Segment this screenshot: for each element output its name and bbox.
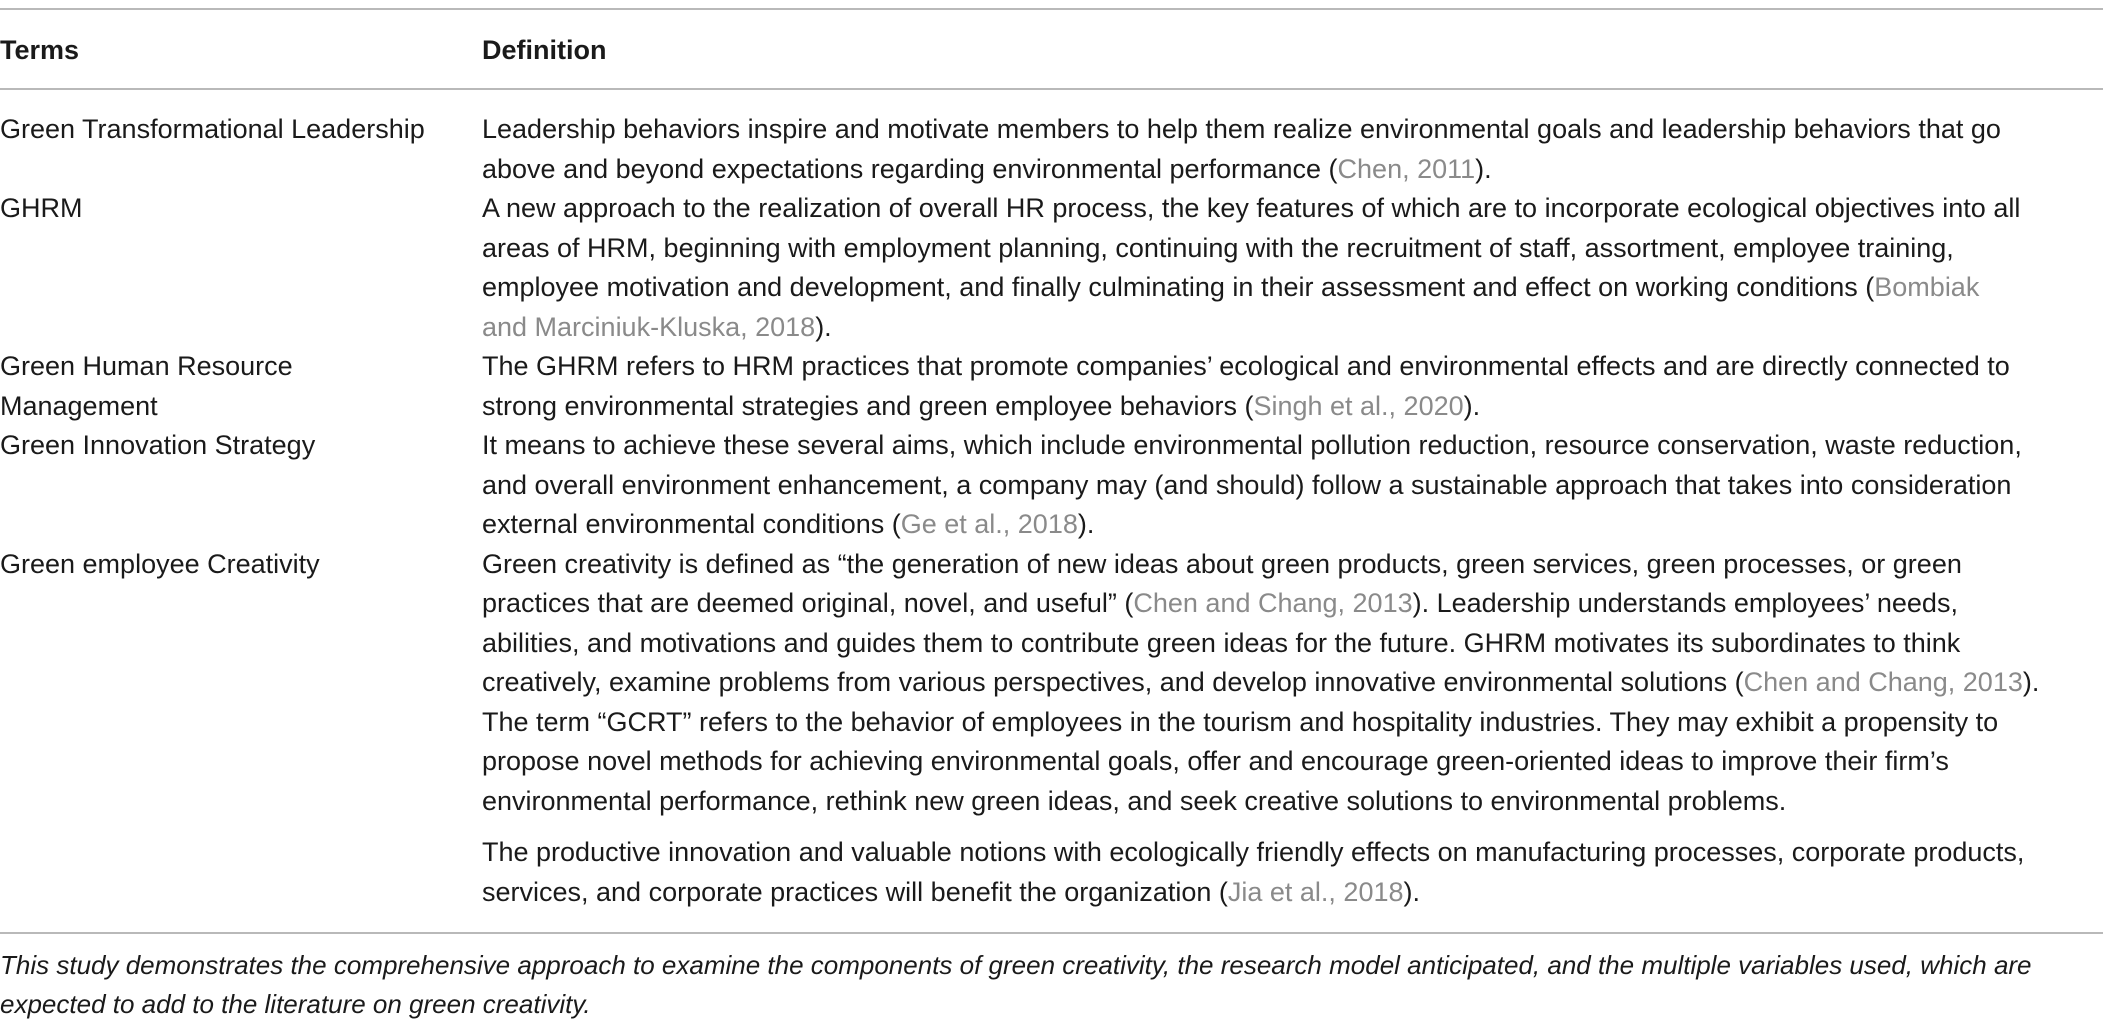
definition-text: strong environmental strategies and green employee behaviors ( — [482, 390, 1254, 421]
definition-line — [482, 782, 2103, 822]
definition-text: ). Leadership understands employees’ needs, — [1412, 588, 1958, 618]
definition-cell — [482, 347, 2103, 426]
definition-line — [482, 426, 2103, 466]
table-row — [0, 110, 2103, 189]
definition-text: employee motivation and development, and finally culminating in their assessment and effect on working conditions ( — [482, 272, 1875, 302]
definition-text: ). — [1475, 153, 1492, 184]
table-footnote — [0, 946, 2103, 1024]
definition-text: ). — [1463, 390, 1481, 421]
definition-line — [482, 742, 2103, 782]
definition-text: ). — [2022, 667, 2040, 697]
definition-line — [482, 466, 2103, 506]
definition-line — [482, 624, 2103, 664]
citation-link[interactable]: Jia et al., 2018 — [1227, 876, 1404, 907]
definition-line — [482, 110, 2103, 150]
definition-line — [482, 873, 2103, 913]
definition-line — [482, 833, 2103, 873]
header-divider-rule — [0, 88, 2103, 90]
definition-text: abilities, and motivations and guides them to contribute green ideas for the future. GHRM motivates its subordinates to think — [482, 627, 1961, 658]
definition-line — [482, 703, 2103, 743]
table-row — [0, 833, 2103, 912]
citation-link[interactable]: Ge et al., 2018 — [900, 509, 1078, 539]
definition-text: ). — [815, 311, 832, 342]
definition-cell — [482, 110, 2103, 189]
definition-text: creatively, examine problems from various perspectives, and develop innovative environmental solutions ( — [482, 667, 1744, 697]
footnote-line: This study demonstrates the comprehensive approach to examine the components of green creativity, the research model anticipated, and the multiple variables used, which are — [0, 950, 2032, 980]
term-text: Green Innovation Strategy — [0, 430, 316, 460]
definition-text: Green creativity is defined as “the generation of new ideas about green products, green services, green processes, or green — [482, 548, 1962, 579]
definition-text: areas of HRM, beginning with employment planning, continuing with the recruitment of staff, assortment, employee training, — [482, 232, 1954, 263]
term-text: Green Human Resource — [0, 351, 293, 381]
table-row — [0, 347, 2103, 426]
definition-text: services, and corporate practices will benefit the organization ( — [482, 876, 1228, 907]
term-text: Management — [0, 390, 158, 421]
paragraph-gap — [0, 821, 2103, 833]
citation-link[interactable]: Singh et al., 2020 — [1253, 390, 1464, 421]
term-cell — [0, 347, 482, 426]
definition-cell — [482, 426, 2103, 545]
term-cell — [0, 545, 482, 585]
definition-text: and overall environment enhancement, a company may (and should) follow a sustainable approach that takes into consideration — [482, 469, 2012, 500]
citation-link[interactable]: Chen and Chang, 2013 — [1743, 667, 2023, 697]
table-body — [0, 110, 2103, 912]
table-bottom-rule — [0, 932, 2103, 934]
definition-cell — [482, 545, 2103, 822]
term-cell — [0, 189, 482, 229]
definition-text: It means to achieve these several aims, which include environmental pollution reduction, resource conservation, waste reduction, — [482, 430, 2022, 460]
table-row — [0, 545, 2103, 822]
definition-line — [482, 505, 2103, 545]
definition-text: propose novel methods for achieving environmental goals, offer and encourage green-oriented ideas to improve their firm’s — [482, 746, 1949, 776]
column-header-definition: Definition — [482, 35, 607, 65]
definition-line — [482, 229, 2103, 269]
definition-text: ). — [1077, 509, 1095, 539]
definition-line — [482, 189, 2103, 229]
citation-link[interactable]: Bombiak — [1874, 272, 1980, 302]
definition-text: above and beyond expectations regarding environmental performance ( — [482, 153, 1338, 184]
term-text: Green Transformational Leadership — [0, 114, 425, 144]
citation-link[interactable]: Chen, 2011 — [1337, 153, 1476, 184]
definition-text: The GHRM refers to HRM practices that promote companies’ ecological and environmental effects and are directly connected to — [482, 351, 2010, 381]
definition-line — [482, 347, 2103, 387]
definition-cell — [482, 833, 2103, 912]
table-top-rule — [0, 8, 2103, 10]
definition-text: ). — [1403, 876, 1420, 907]
table-row — [0, 189, 2103, 347]
definition-text: A new approach to the realization of overall HR process, the key features of which are to incorporate ecological objectives into all — [482, 193, 2021, 223]
definition-line — [482, 663, 2103, 703]
definition-text: The productive innovation and valuable notions with ecologically friendly effects on manufacturing processes, corporate products, — [482, 837, 2025, 867]
definition-line — [482, 545, 2103, 585]
table-row — [0, 426, 2103, 545]
footnote-line: expected to add to the literature on green creativity. — [0, 989, 591, 1019]
definition-line — [482, 150, 2103, 190]
term-text: GHRM — [0, 193, 83, 223]
citation-link[interactable]: Chen and Chang, 2013 — [1133, 588, 1413, 618]
term-cell — [0, 426, 482, 466]
definition-text: external environmental conditions ( — [482, 509, 901, 539]
definition-text: Leadership behaviors inspire and motivate members to help them realize environmental goals and leadership behaviors that go — [482, 114, 2001, 144]
definition-text: practices that are deemed original, novel, and useful” ( — [482, 588, 1134, 618]
term-cell — [0, 110, 482, 150]
definition-text: The term “GCRT” refers to the behavior of employees in the tourism and hospitality industries. They may exhibit a propensity to — [482, 706, 1999, 737]
citation-link[interactable]: and Marciniuk-Kluska, 2018 — [482, 311, 816, 342]
definition-line — [482, 387, 2103, 427]
definition-line — [482, 584, 2103, 624]
definition-cell — [482, 189, 2103, 347]
definition-line — [482, 268, 2103, 308]
definition-text: environmental performance, rethink new green ideas, and seek creative solutions to environmental problems. — [482, 785, 1787, 816]
term-text: Green employee Creativity — [0, 548, 320, 579]
definition-line — [482, 308, 2103, 348]
column-header-terms: Terms — [0, 35, 80, 65]
